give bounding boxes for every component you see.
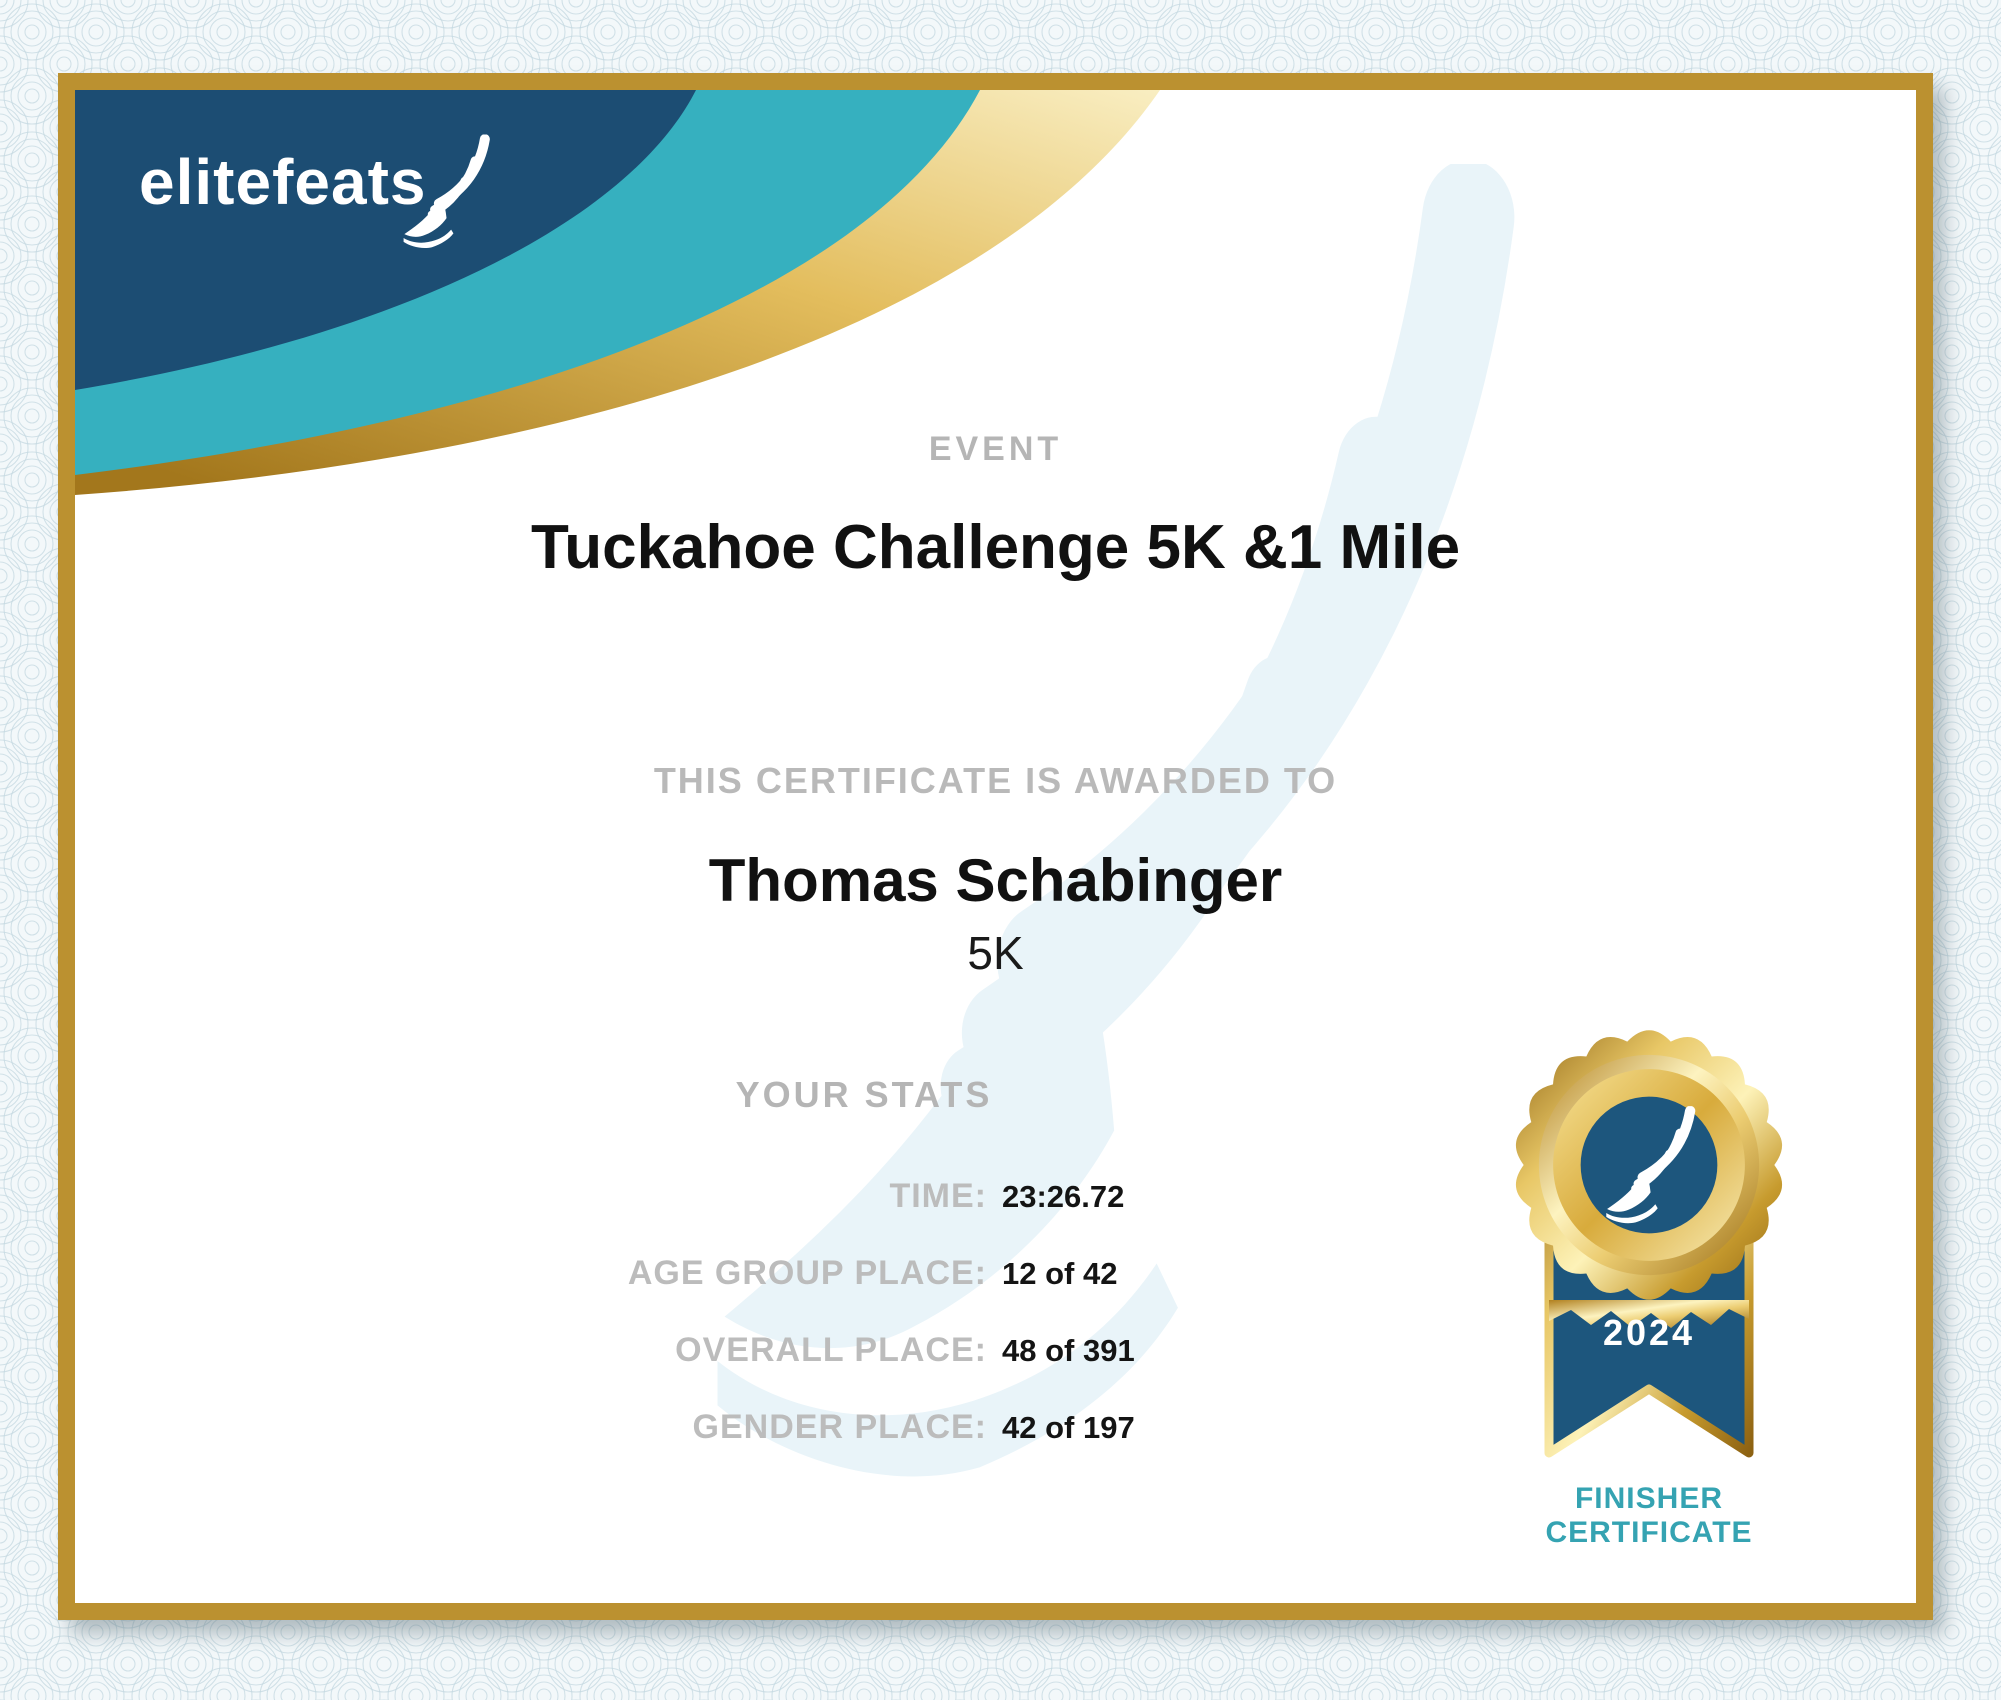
awarded-label: THIS CERTIFICATE IS AWARDED TO	[653, 760, 1338, 801]
finisher-caption-line1: FINISHER	[1574, 1482, 1723, 1515]
medal-year: 2024	[1602, 1312, 1696, 1353]
stat-label-gender-place: GENDER PLACE:	[692, 1408, 987, 1446]
recipient-name: Thomas Schabinger	[708, 847, 1283, 914]
finisher-medal-badge	[1499, 1015, 1799, 1315]
stat-label-time: TIME:	[889, 1177, 987, 1215]
gold-frame	[58, 73, 1933, 1620]
event-label: EVENT	[928, 430, 1063, 468]
stat-value-overall-place: 48 of 391	[1002, 1332, 1135, 1368]
stat-value-gender-place: 42 of 197	[1002, 1409, 1135, 1445]
stat-value-time: 23:26.72	[1002, 1178, 1125, 1214]
event-name: Tuckahoe Challenge 5K &1 Mile	[530, 513, 1461, 582]
finisher-caption	[1499, 1482, 1799, 1550]
stat-label-overall-place: OVERALL PLACE:	[675, 1331, 987, 1369]
finisher-caption-line2: CERTIFICATE	[1545, 1516, 1753, 1549]
stat-label-age-group-place: AGE GROUP PLACE:	[627, 1254, 987, 1292]
stat-value-age-group-place: 12 of 42	[1002, 1255, 1118, 1291]
elitefeats-logo: elitefeats	[139, 146, 427, 218]
stats-heading: YOUR STATS	[735, 1074, 993, 1115]
division-label: 5K	[967, 927, 1024, 979]
stats-list	[475, 1158, 1332, 1466]
winged-foot-icon	[399, 134, 491, 250]
